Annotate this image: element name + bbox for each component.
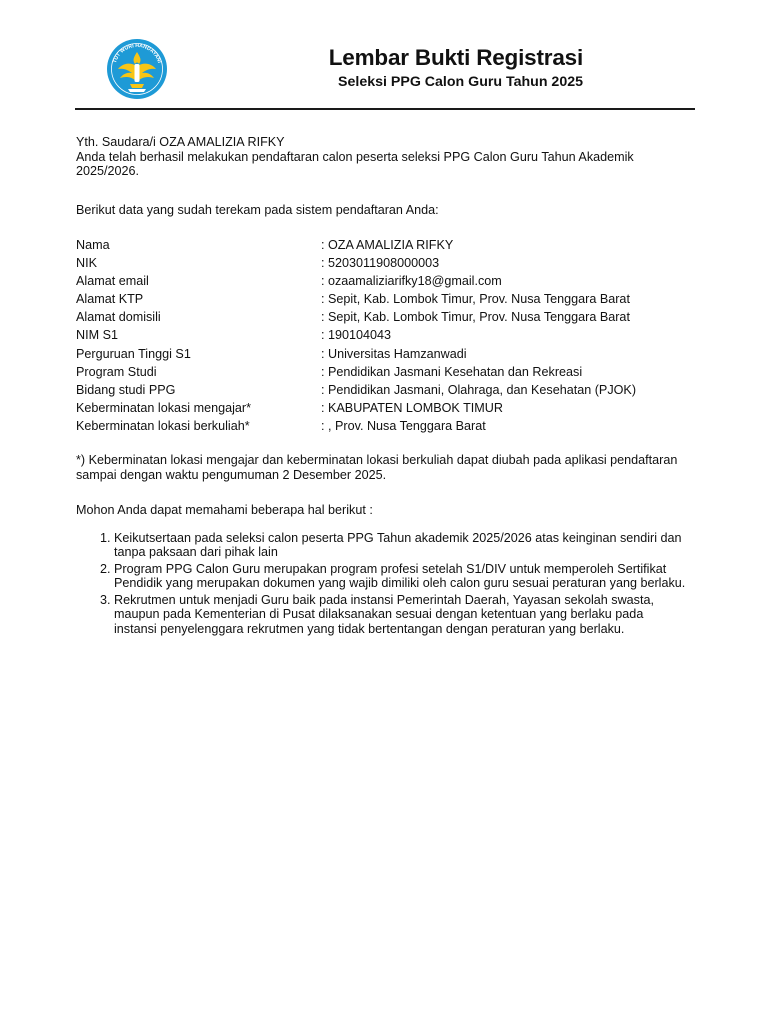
field-row-bidang-studi: [76, 383, 676, 401]
recipient-line: Yth. Saudara/i OZA AMALIZIA RIFKY: [76, 135, 285, 149]
field-row-perguruan-tinggi: [76, 347, 676, 365]
field-value: : , Prov. Nusa Tenggara Barat: [321, 418, 486, 433]
document-body: [76, 135, 688, 638]
field-value: : ozaamaliziarifky18@gmail.com: [321, 274, 502, 289]
field-row-email: [76, 274, 676, 292]
field-label: Keberminatan lokasi mengajar*: [76, 400, 252, 415]
notes-intro: Mohon Anda dapat memahami beberapa hal berikut :: [76, 503, 373, 518]
notes-list: [76, 531, 688, 637]
field-value: : Universitas Hamzanwadi: [321, 346, 467, 361]
list-item: 2. Program PPG Calon Guru merupakan program profesi setelah S1/DIV untuk memperoleh Sertifikat Pendidik yang merupakan dokumen yang wajib dimiliki oleh calon guru sesuai peraturan yang berlaku.: [114, 562, 688, 591]
field-row-alamat-ktp: [76, 292, 676, 310]
registration-data-table: [76, 238, 676, 437]
field-label: NIM S1: [76, 328, 118, 343]
field-value: : 5203011908000003: [321, 256, 440, 271]
field-label: Keberminatan lokasi berkuliah*: [76, 418, 250, 433]
field-label: NIK: [76, 256, 97, 271]
field-row-program-studi: [76, 365, 676, 383]
field-value: : Pendidikan Jasmani, Olahraga, dan Kesehatan (PJOK): [321, 382, 637, 397]
field-label: Alamat KTP: [76, 292, 144, 307]
field-value: : Pendidikan Jasmani Kesehatan dan Rekreasi: [321, 364, 583, 379]
intro-paragraph: Anda telah berhasil melakukan pendaftaran calon peserta seleksi PPG Calon Guru Tahun Akademik 2025/2026.: [76, 149, 634, 178]
field-value: : Sepit, Kab. Lombok Timur, Prov. Nusa Tenggara Barat: [321, 310, 630, 325]
field-row-alamat-domisili: [76, 310, 676, 328]
field-value: : KABUPATEN LOMBOK TIMUR: [321, 400, 503, 415]
document-header: [200, 44, 690, 92]
field-row-lokasi-mengajar: [76, 401, 676, 419]
field-row-lokasi-berkuliah: [76, 419, 676, 437]
document-title: Lembar Bukti Registrasi: [328, 45, 583, 70]
field-row-nim: [76, 328, 676, 346]
field-label: Alamat email: [76, 274, 149, 289]
field-label: Alamat domisili: [76, 310, 161, 325]
field-label: Perguruan Tinggi S1: [76, 346, 191, 361]
field-value: : Sepit, Kab. Lombok Timur, Prov. Nusa Tenggara Barat: [321, 292, 630, 307]
data-intro: Berikut data yang sudah terekam pada sistem pendaftaran Anda:: [76, 202, 439, 217]
field-value: : 190104043: [321, 328, 392, 343]
list-item: 3. Rekrutmen untuk menjadi Guru baik pada instansi Pemerintah Daerah, Yayasan sekolah swasta, maupun pada Kementerian di Pusat dilaksanakan sesuai dengan ketentuan yang berlaku pada instansi penyelenggara rekrutmen yang tidak bertentangan dengan peraturan yang berlaku.: [114, 593, 688, 637]
field-label: Nama: [76, 238, 110, 252]
footnote: *) Keberminatan lokasi mengajar dan keberminatan lokasi berkuliah dapat diubah pada aplikasi pendaftaran sampai dengan waktu pengumuman 2 Desember 2025.: [76, 453, 678, 482]
field-row-nama: [76, 238, 676, 256]
header-divider: [75, 108, 695, 110]
list-item: 1. Keikutsertaan pada seleksi calon peserta PPG Tahun akademik 2025/2026 atas keinginan sendiri dan tanpa paksaan dari pihak lain: [114, 531, 688, 560]
field-row-nik: [76, 256, 676, 274]
tut-wuri-handayani-logo-icon: [106, 38, 168, 100]
field-label: Program Studi: [76, 364, 157, 379]
document-subtitle: Seleksi PPG Calon Guru Tahun 2025: [338, 74, 583, 90]
field-label: Bidang studi PPG: [76, 382, 176, 397]
field-value: : OZA AMALIZIA RIFKY: [321, 238, 454, 252]
logo-ring-text: TUT WURI HANDAYANI: [111, 42, 163, 64]
